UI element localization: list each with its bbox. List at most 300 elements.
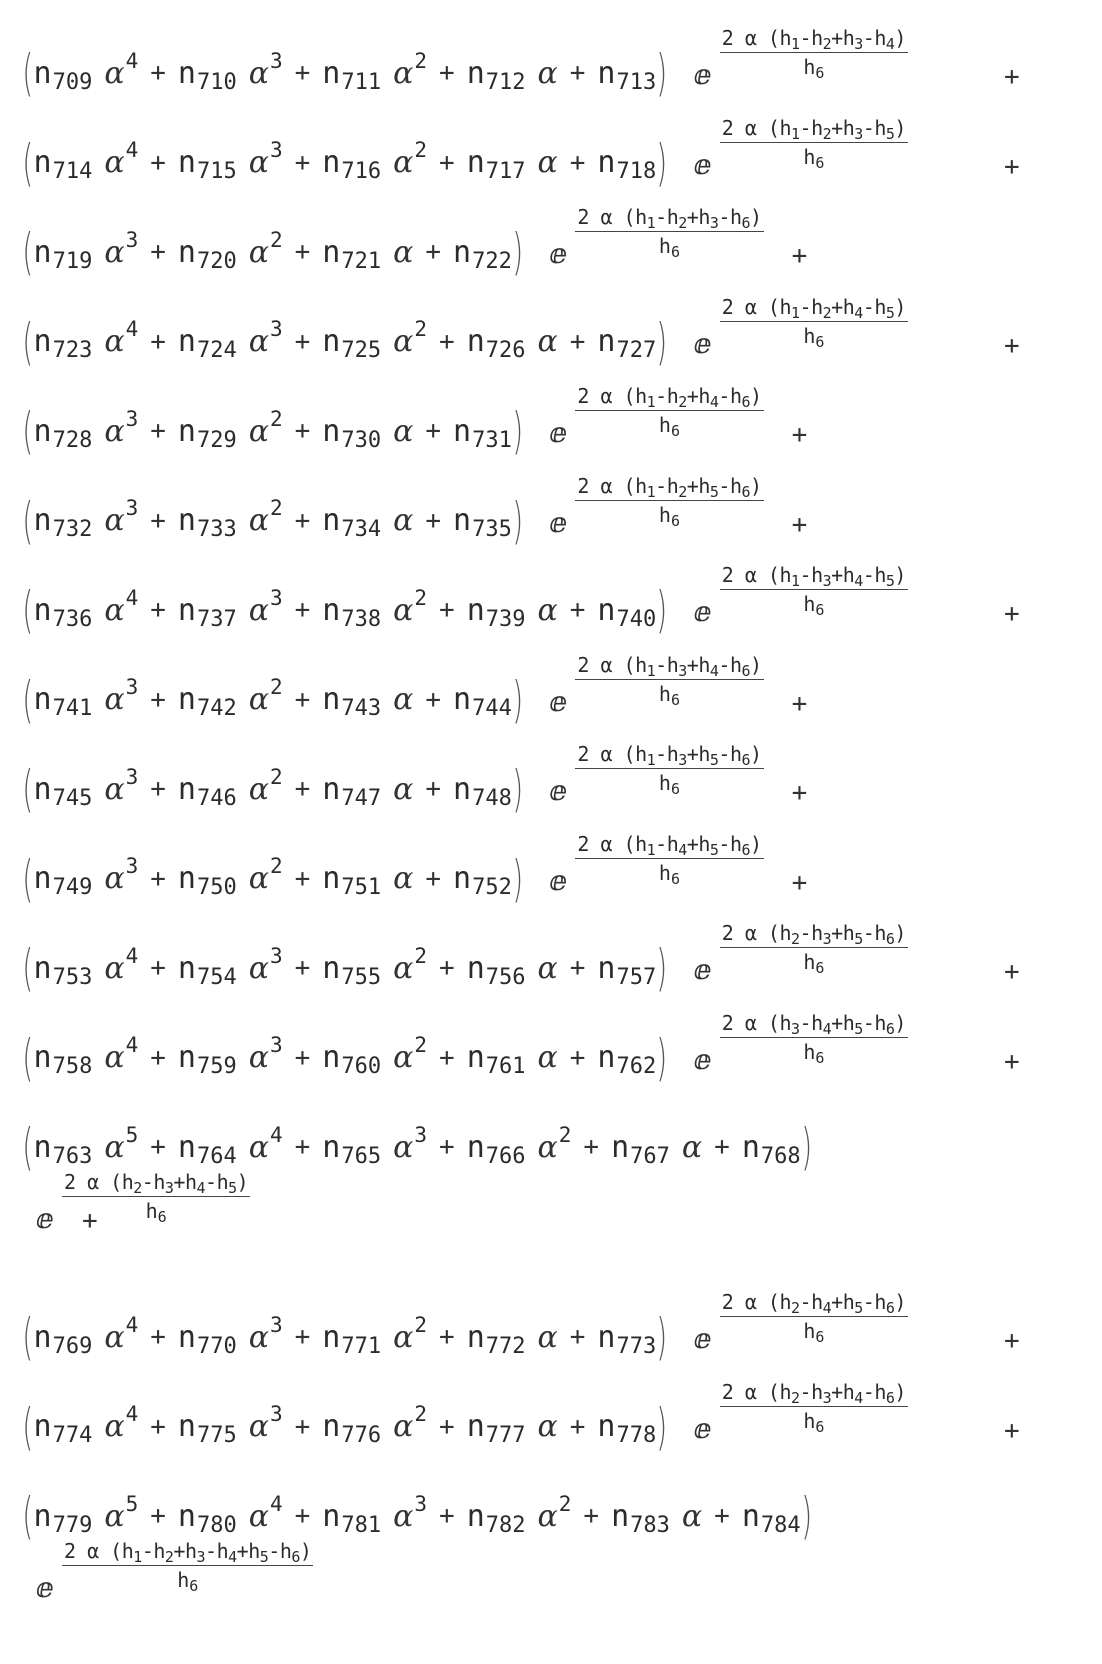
fraction-denominator: [803, 590, 825, 619]
coefficient-index: 721: [341, 248, 382, 274]
numerator-factor: 2 α (: [577, 831, 636, 856]
plus-operator: +: [425, 237, 442, 267]
coefficient-term: [453, 682, 512, 721]
plus-operator: +: [714, 1501, 730, 1531]
power-exponent: 4: [125, 48, 139, 73]
alpha-variable: α: [104, 1319, 125, 1355]
h-index: 3: [678, 661, 687, 680]
alpha-variable: α: [393, 771, 414, 807]
sign: -: [862, 1290, 875, 1314]
coefficient-term: [453, 234, 512, 274]
h-index: 6: [885, 930, 895, 948]
h-symbol: $h_1$: [635, 831, 656, 859]
h-index: 5: [885, 572, 895, 590]
h-index: 1: [646, 482, 656, 501]
h-symbol: $h_5$: [874, 294, 895, 322]
coefficient-symbol: $n_{712}$: [466, 55, 526, 95]
h-index: 6: [670, 869, 680, 888]
alpha-variable: α: [248, 861, 269, 896]
h-index: 6: [815, 332, 825, 351]
alpha-variable: α: [393, 950, 414, 986]
coefficient-symbol: $n_{719}$: [33, 234, 93, 274]
coefficient-symbol: $n_{782}$: [466, 1498, 526, 1538]
fraction-numerator: [575, 474, 763, 501]
h-symbol: $h_3$: [811, 563, 832, 590]
fraction-numerator: [575, 653, 763, 680]
sign: -: [799, 1290, 812, 1314]
coefficient-symbol: $n_{743}$: [322, 682, 382, 721]
plus-operator: +: [294, 505, 311, 536]
sign: -: [862, 26, 875, 50]
h-symbol: $h_5$: [216, 1170, 237, 1197]
power-exponent: 2: [269, 496, 283, 520]
coefficient-term: [33, 854, 139, 900]
fraction-denominator: [803, 322, 825, 351]
polynomial: [22, 491, 523, 550]
coefficient-term: [466, 324, 558, 363]
h-index: 5: [228, 1179, 237, 1197]
polynomial: [22, 44, 668, 102]
h-symbol: $h_2$: [779, 1290, 800, 1317]
exponential-line: [22, 1541, 1082, 1611]
coefficient-index: 747: [341, 785, 382, 811]
coefficient-symbol: $n_{762}$: [597, 1040, 657, 1079]
h-index: 3: [164, 1179, 174, 1197]
coefficient-index: 730: [341, 427, 382, 453]
alpha-variable: α: [537, 1409, 558, 1444]
h-index: 4: [822, 1019, 832, 1038]
close-paren: ): [894, 294, 906, 319]
fraction-denominator: [658, 501, 680, 530]
coefficient-term: [177, 48, 283, 95]
sign: -: [205, 1539, 217, 1563]
left-paren: (: [22, 1397, 34, 1456]
coefficient-index: 718: [616, 159, 657, 184]
right-paren: ): [656, 1397, 668, 1456]
h-index: 6: [741, 751, 751, 769]
h-symbol: $h_4$: [842, 563, 863, 590]
plus-operator: +: [791, 420, 808, 450]
coefficient-symbol: $n_{735}$: [453, 503, 512, 542]
exponential-e: ⅇ: [36, 1202, 54, 1235]
coefficient-symbol: $n_{780}$: [177, 1498, 237, 1538]
coefficient-term: [597, 324, 657, 363]
h-index: 2: [133, 1179, 142, 1197]
sign: -: [799, 921, 812, 945]
exponential-line: [22, 1172, 1082, 1242]
h-symbol: $h_1$: [635, 384, 656, 411]
h-symbol: $h_6$: [874, 1010, 895, 1038]
h-symbol: $h_6$: [729, 652, 751, 680]
h-symbol: $h_4$: [842, 294, 863, 322]
sign: +: [831, 26, 843, 50]
sign: -: [862, 1010, 875, 1035]
formula-line: [22, 1379, 1082, 1456]
alpha-variable: α: [104, 1498, 125, 1534]
fraction-numerator: [62, 1539, 313, 1566]
coefficient-index: 757: [616, 964, 657, 990]
exponential-e: ⅇ: [36, 1571, 54, 1604]
left-paren: (: [22, 581, 34, 639]
coefficient-symbol: $n_{783}$: [611, 1498, 670, 1538]
h-symbol: $h_6$: [658, 771, 680, 798]
plus-operator: +: [150, 505, 166, 536]
coefficient-index: 709: [52, 69, 93, 95]
h-symbol: $h_3$: [666, 742, 687, 769]
coefficient-index: 756: [485, 964, 526, 990]
exponent-fraction: [575, 473, 763, 530]
h-symbol: $h_6$: [803, 1319, 825, 1346]
numerator-factor: 2 α (: [577, 384, 636, 408]
left-paren: (: [22, 133, 34, 192]
coefficient-index: 772: [485, 1333, 526, 1359]
power-exponent: 2: [269, 406, 283, 431]
sign: -: [655, 742, 667, 766]
fraction-denominator: [803, 53, 825, 82]
power-exponent: 3: [125, 227, 139, 252]
coefficient-term: [33, 406, 139, 453]
coefficient-index: 769: [52, 1333, 93, 1359]
alpha-variable: α: [104, 771, 125, 807]
coefficient-symbol: $n_{768}$: [741, 1129, 801, 1169]
coefficient-term: [322, 1491, 428, 1538]
h-symbol: $h_2$: [779, 921, 800, 948]
h-symbol: $h_6$: [729, 831, 751, 859]
coefficient-index: 784: [760, 1512, 801, 1538]
h-index: 6: [670, 422, 680, 440]
coefficient-symbol: $n_{748}$: [453, 771, 512, 811]
alpha-variable: α: [248, 234, 269, 270]
h-symbol: $h_6$: [729, 205, 751, 232]
h-index: 2: [678, 393, 687, 411]
coefficient-index: 716: [341, 159, 382, 184]
coefficient-index: 783: [630, 1512, 670, 1538]
alpha-variable: α: [537, 324, 558, 359]
coefficient-index: 782: [485, 1512, 526, 1538]
coefficient-index: 733: [196, 517, 237, 542]
close-paren: ): [750, 742, 762, 766]
coefficient-symbol: $n_{750}$: [177, 861, 237, 900]
plus-operator: +: [583, 1501, 600, 1531]
h-index: 5: [709, 840, 719, 859]
h-index: 1: [646, 661, 656, 680]
plus-operator: +: [569, 326, 586, 357]
power-exponent: 3: [269, 943, 283, 968]
power-exponent: 3: [125, 675, 139, 699]
left-paren: (: [22, 1487, 34, 1545]
alpha-variable: α: [393, 324, 414, 359]
coefficient-term: [597, 145, 657, 184]
h-symbol: $h_3$: [153, 1170, 174, 1197]
h-symbol: $h_5$: [874, 115, 895, 143]
plus-operator: +: [150, 953, 166, 983]
close-paren: ): [894, 26, 906, 50]
coefficient-index: 752: [472, 875, 512, 900]
alpha-variable: α: [248, 413, 269, 449]
plus-operator: +: [294, 326, 311, 357]
coefficient-symbol: $n_{714}$: [33, 145, 93, 184]
coefficient-symbol: $n_{711}$: [322, 55, 382, 95]
numerator-factor: 2 α (: [577, 473, 636, 498]
left-paren: (: [22, 312, 34, 371]
h-symbol: $h_6$: [177, 1568, 199, 1595]
alpha-variable: α: [248, 1498, 269, 1534]
power-exponent: 2: [558, 1122, 572, 1147]
close-paren: ): [750, 652, 762, 677]
sign: -: [268, 1539, 280, 1563]
exponent-fraction: [720, 921, 908, 977]
alpha-variable: α: [248, 592, 269, 628]
plus-operator: +: [150, 237, 166, 267]
coefficient-index: 746: [196, 785, 237, 811]
alpha-variable: α: [393, 861, 414, 896]
plus-operator: +: [439, 595, 455, 625]
coefficient-index: 725: [341, 338, 382, 363]
exponential-e: ⅇ: [693, 326, 712, 360]
h-index: 6: [670, 511, 680, 530]
h-index: 6: [885, 1299, 895, 1317]
plus-operator: +: [425, 416, 442, 446]
h-index: 4: [228, 1548, 237, 1566]
polynomial: [22, 402, 523, 460]
alpha-variable: α: [104, 55, 125, 91]
h-symbol: $h_2$: [666, 205, 687, 232]
coefficient-term: [177, 1033, 283, 1079]
right-paren: ): [656, 581, 668, 639]
formula-line: [22, 831, 1082, 908]
plus-operator: +: [294, 1411, 311, 1442]
coefficient-index: 717: [485, 159, 526, 184]
coefficient-index: 755: [341, 964, 382, 990]
alpha-variable: α: [681, 1129, 703, 1165]
alpha-variable: α: [248, 1040, 269, 1075]
alpha-variable: α: [248, 324, 269, 359]
coefficient-index: 738: [341, 606, 382, 632]
sign: -: [799, 26, 812, 50]
plus-operator: +: [150, 863, 166, 894]
h-index: 5: [709, 751, 719, 769]
close-paren: ): [750, 831, 762, 856]
fraction-denominator: [803, 1038, 825, 1067]
numerator-factor: 2 α (: [577, 652, 636, 677]
plus-operator: +: [439, 1132, 455, 1162]
h-index: 1: [646, 751, 656, 769]
h-index: 6: [815, 601, 825, 619]
h-index: 6: [815, 1417, 825, 1436]
coefficient-symbol: $n_{723}$: [33, 324, 93, 363]
plus-operator: +: [294, 863, 311, 894]
coefficient-index: 720: [196, 248, 237, 274]
exponent-fraction: [720, 26, 908, 82]
power-exponent: 5: [125, 1122, 139, 1147]
sign: +: [686, 652, 699, 677]
alpha-variable: α: [537, 1040, 558, 1075]
h-symbol: $h_6$: [658, 502, 680, 530]
right-paren: ): [512, 849, 523, 908]
h-symbol: $h_1$: [121, 1539, 142, 1566]
coefficient-index: 744: [472, 696, 512, 721]
plus-operator: +: [425, 505, 442, 536]
power-exponent: 2: [414, 48, 428, 73]
coefficient-index: 773: [616, 1333, 657, 1359]
h-index: 6: [670, 780, 680, 798]
coefficient-term: [177, 1491, 283, 1538]
h-symbol: $h_6$: [874, 1290, 895, 1317]
right-paren: ): [656, 44, 668, 102]
exponent-fraction: [720, 1010, 908, 1067]
fraction-numerator: [575, 384, 763, 411]
h-symbol: $h_6$: [658, 860, 680, 888]
h-index: 1: [791, 35, 800, 53]
coefficient-symbol: $n_{717}$: [466, 145, 526, 184]
h-index: 5: [885, 124, 895, 143]
sign: +: [831, 1290, 843, 1314]
coefficient-symbol: $n_{779}$: [33, 1498, 93, 1538]
plus-operator: +: [791, 509, 808, 540]
coefficient-symbol: $n_{730}$: [322, 413, 382, 453]
sign: -: [862, 1379, 875, 1404]
h-symbol: $h_6$: [874, 1379, 895, 1407]
close-paren: ): [750, 473, 762, 498]
coefficient-index: 713: [616, 69, 657, 95]
plus-operator: +: [569, 595, 586, 625]
sign: +: [831, 115, 843, 140]
coefficient-symbol: $n_{758}$: [33, 1040, 93, 1079]
h-index: 6: [741, 661, 751, 680]
left-paren: (: [22, 1308, 34, 1366]
coefficient-term: [33, 227, 139, 274]
h-symbol: $h_4$: [666, 831, 687, 859]
power-exponent: 3: [269, 585, 283, 610]
power-exponent: 3: [269, 1402, 283, 1426]
exponential-e: ⅇ: [549, 684, 568, 718]
h-index: 6: [670, 690, 680, 709]
left-paren: (: [22, 223, 34, 281]
coefficient-symbol: $n_{745}$: [33, 771, 93, 811]
h-symbol: $h_1$: [635, 473, 656, 501]
sign: -: [718, 473, 730, 498]
fraction-numerator: [720, 1290, 908, 1317]
close-paren: ): [894, 1379, 906, 1404]
coefficient-symbol: $n_{737}$: [177, 592, 237, 632]
close-paren: ): [894, 1290, 906, 1314]
coefficient-index: 729: [196, 427, 237, 453]
sign: +: [173, 1170, 185, 1194]
h-index: 3: [791, 1019, 800, 1038]
h-index: 5: [259, 1548, 269, 1566]
coefficient-term: [611, 1498, 703, 1538]
coefficient-term: [33, 1033, 139, 1079]
exponential-e: ⅇ: [549, 505, 568, 539]
sign: -: [655, 384, 667, 408]
coefficient-index: 728: [52, 427, 93, 453]
coefficient-index: 719: [52, 248, 93, 274]
sign: +: [686, 473, 699, 498]
sign: -: [718, 742, 730, 766]
h-index: 1: [791, 303, 800, 322]
coefficient-symbol: $n_{728}$: [33, 413, 93, 453]
fraction-denominator: [658, 411, 680, 440]
power-exponent: 3: [414, 1122, 428, 1147]
h-symbol: $h_6$: [803, 1039, 825, 1067]
coefficient-symbol: $n_{725}$: [322, 324, 382, 363]
h-symbol: $h_3$: [779, 1010, 800, 1038]
sign: -: [718, 831, 730, 856]
h-index: 5: [854, 930, 863, 948]
fraction-denominator: [803, 948, 825, 977]
h-symbol: $h_2$: [666, 473, 687, 501]
coefficient-symbol: $n_{781}$: [322, 1498, 382, 1538]
plus-operator: +: [294, 58, 311, 88]
plus-operator: +: [791, 778, 808, 808]
coefficient-term: [466, 1491, 572, 1538]
plus-operator: +: [1004, 62, 1020, 92]
fraction-numerator: [575, 742, 763, 769]
h-index: 3: [196, 1548, 206, 1566]
plus-operator: +: [82, 1206, 98, 1236]
h-symbol: $h_5$: [874, 563, 895, 590]
h-symbol: $h_1$: [779, 115, 800, 143]
alpha-variable: α: [537, 950, 558, 986]
h-symbol: $h_3$: [811, 1379, 832, 1407]
h-symbol: $h_1$: [779, 563, 800, 590]
exponential-e: ⅇ: [549, 863, 568, 897]
coefficient-symbol: $n_{744}$: [453, 682, 512, 721]
coefficient-term: [466, 1122, 572, 1169]
alpha-variable: α: [537, 55, 558, 91]
h-symbol: $h_6$: [803, 592, 825, 619]
right-paren: ): [656, 1028, 668, 1087]
h-index: 3: [678, 751, 687, 769]
exponent-fraction: [575, 205, 763, 261]
sign: -: [718, 384, 730, 408]
coefficient-term: [177, 227, 283, 274]
alpha-variable: α: [104, 324, 125, 359]
h-symbol: $h_5$: [248, 1539, 269, 1566]
coefficient-symbol: $n_{749}$: [33, 861, 93, 900]
alpha-variable: α: [393, 1409, 414, 1444]
coefficient-term: [466, 1319, 558, 1359]
coefficient-index: 761: [485, 1054, 526, 1079]
power-exponent: 2: [414, 138, 428, 162]
coefficient-index: 722: [472, 248, 512, 274]
plus-operator: +: [569, 58, 586, 88]
exponential-e: ⅇ: [549, 416, 568, 449]
h-symbol: $h_6$: [145, 1199, 167, 1226]
power-exponent: 2: [269, 227, 283, 252]
coefficient-index: 711: [341, 69, 382, 95]
coefficient-term: [322, 138, 428, 184]
sign: -: [655, 473, 667, 498]
h-symbol: $h_6$: [658, 413, 680, 440]
left-paren: (: [22, 44, 34, 102]
formula-line: [22, 384, 1082, 460]
power-exponent: 3: [269, 1312, 283, 1337]
h-symbol: $h_2$: [779, 1379, 800, 1407]
numerator-factor: 2 α (: [721, 26, 780, 50]
h-index: 4: [678, 840, 687, 859]
coefficient-term: [453, 503, 512, 542]
fraction-numerator: [575, 832, 763, 859]
coefficient-symbol: $n_{763}$: [33, 1129, 93, 1169]
alpha-variable: α: [248, 950, 269, 986]
exponential-e: ⅇ: [693, 1042, 712, 1076]
plus-operator: +: [294, 416, 311, 446]
coefficient-term: [466, 1409, 558, 1448]
plus-operator: +: [150, 1322, 166, 1352]
alpha-variable: α: [537, 1498, 558, 1534]
coefficient-symbol: $n_{761}$: [466, 1040, 526, 1079]
